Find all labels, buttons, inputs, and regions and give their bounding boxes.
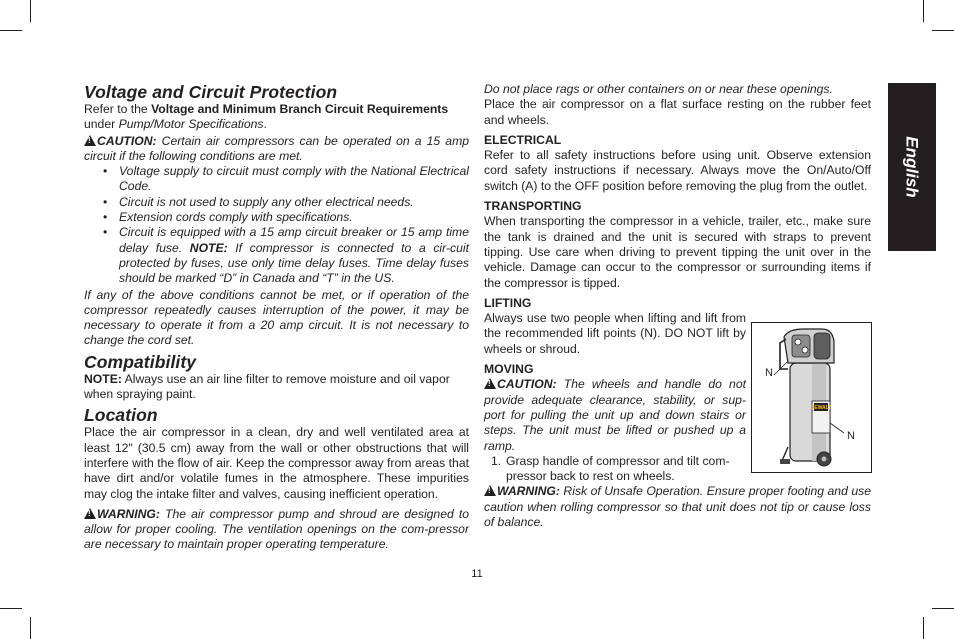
left-column <box>84 82 469 553</box>
warning-triangle-icon <box>84 135 96 146</box>
crop-mark <box>932 608 954 609</box>
lifting-body: Always use two people when lifting and lift from the recommended lift points (N). DO NOT lift by wheels or shroud. <box>484 311 746 356</box>
warning-triangle-icon <box>484 485 496 496</box>
electrical-heading: ELECTRICAL <box>484 132 562 147</box>
crop-mark <box>0 30 22 31</box>
compressor-figure <box>751 322 872 473</box>
page-number: 11 <box>471 568 483 580</box>
moving-caution: !CAUTION: The wheels and handle do not provide adequate clearance, stability, or sup-port for pulling the unit up and down stairs or steps. The unit must be lifted or pushed up a ramp. <box>484 377 746 453</box>
tank-brand-logo: DEWALT <box>810 405 832 411</box>
moving-heading: MOVING <box>484 362 534 377</box>
crop-mark <box>30 617 31 639</box>
list-item: • Circuit is not used to supply any other electrical needs. <box>84 195 469 210</box>
moving-warning: !WARNING: Risk of Unsafe Operation. Ensure proper footing and use caution when rolling compressor so that unit does not tip or cause loss of balance. <box>484 484 871 530</box>
location-heading: Location <box>84 405 158 426</box>
voltage-closing: If any of the above conditions cannot be met, or if operation of the compressor repeatedly causes interruption of the power, it may be necessary to operate it from a 20 amp circuit. It is not necessary to change the cord set. <box>84 287 469 348</box>
crop-mark <box>923 0 924 22</box>
electrical-body: Refer to all safety instructions before using unit. Observe extension cord safety instructions if necessary. Always move the On/Auto/Off switch (A) to the OFF position before removing the plug from the outlet. <box>484 148 871 193</box>
compressor-illustration <box>752 323 871 472</box>
list-item: • Extension cords comply with specifications. <box>84 210 469 225</box>
location-surface: Place the air compressor on a flat surface resting on the rubber feet and wheels. <box>484 97 871 127</box>
voltage-intro: Refer to the Voltage and Minimum Branch Circuit Requirements under Pump/Motor Specifications. <box>84 102 449 132</box>
voltage-conditions-list <box>84 164 469 286</box>
transporting-body: When transporting the compressor in a vehicle, trailer, etc., make sure the tank is drained and the unit is secured with straps to prevent tipping. Use care when driving to prevent tipping the unit over in the vehicle. Damage can occur to the compressor or surrounding items if the compressor is tipped. <box>484 214 871 290</box>
compatibility-heading: Compatibility <box>84 351 197 372</box>
language-tab <box>888 83 936 251</box>
warning-triangle-icon <box>484 378 496 389</box>
location-warning-continued: Do not place rags or other containers on or near these openings. <box>484 82 833 96</box>
lift-point-label-bottom: N <box>847 430 855 442</box>
voltage-caution: !CAUTION: Certain air compressors can be operated on a 15 amp circuit if the following conditions are met. <box>84 134 469 165</box>
transporting-heading: TRANSPORTING <box>484 199 582 214</box>
warning-triangle-icon <box>84 508 96 519</box>
crop-mark <box>30 0 31 22</box>
list-item: 1. Grasp handle of compressor and tilt com-pressor back to rest on wheels. <box>491 453 730 484</box>
crop-mark <box>0 608 22 609</box>
crop-mark <box>923 617 924 639</box>
list-item: • Circuit is equipped with a 15 amp circuit breaker or 15 amp time delay fuse. NOTE: If compressor is connected to a cir-cuit protected by fuses, use only time delay fuses. Time delay fuses should be marked “D” in Canada and “T” in the US. <box>84 225 469 286</box>
location-body: Place the air compressor in a clean, dry and well ventilated area at least 12" (30.5 cm) away from the wall or other obstructions that will interfere with the flow of air. Keep the compressor away from areas that have dirt and/or volatile fumes in the atmosphere. These impurities may clog the intake filter and valves, causing inefficient operation. <box>84 425 469 501</box>
list-item: • Voltage supply to circuit must comply with the National Electrical Code. <box>84 164 469 195</box>
language-tab-label: English <box>902 136 922 198</box>
voltage-heading: Voltage and Circuit Protection <box>84 82 338 102</box>
compatibility-note: NOTE: Always use an air line filter to remove moisture and oil vapor when spraying paint. <box>84 371 450 402</box>
lifting-heading: LIFTING <box>484 295 532 310</box>
location-warning: !WARNING: The air compressor pump and shroud are designed to allow for proper cooling. The ventilation openings on the com-pressor are necessary to maintain proper operating temperature. <box>84 507 469 553</box>
crop-mark <box>932 30 954 31</box>
lift-point-label-top: N <box>765 367 773 379</box>
